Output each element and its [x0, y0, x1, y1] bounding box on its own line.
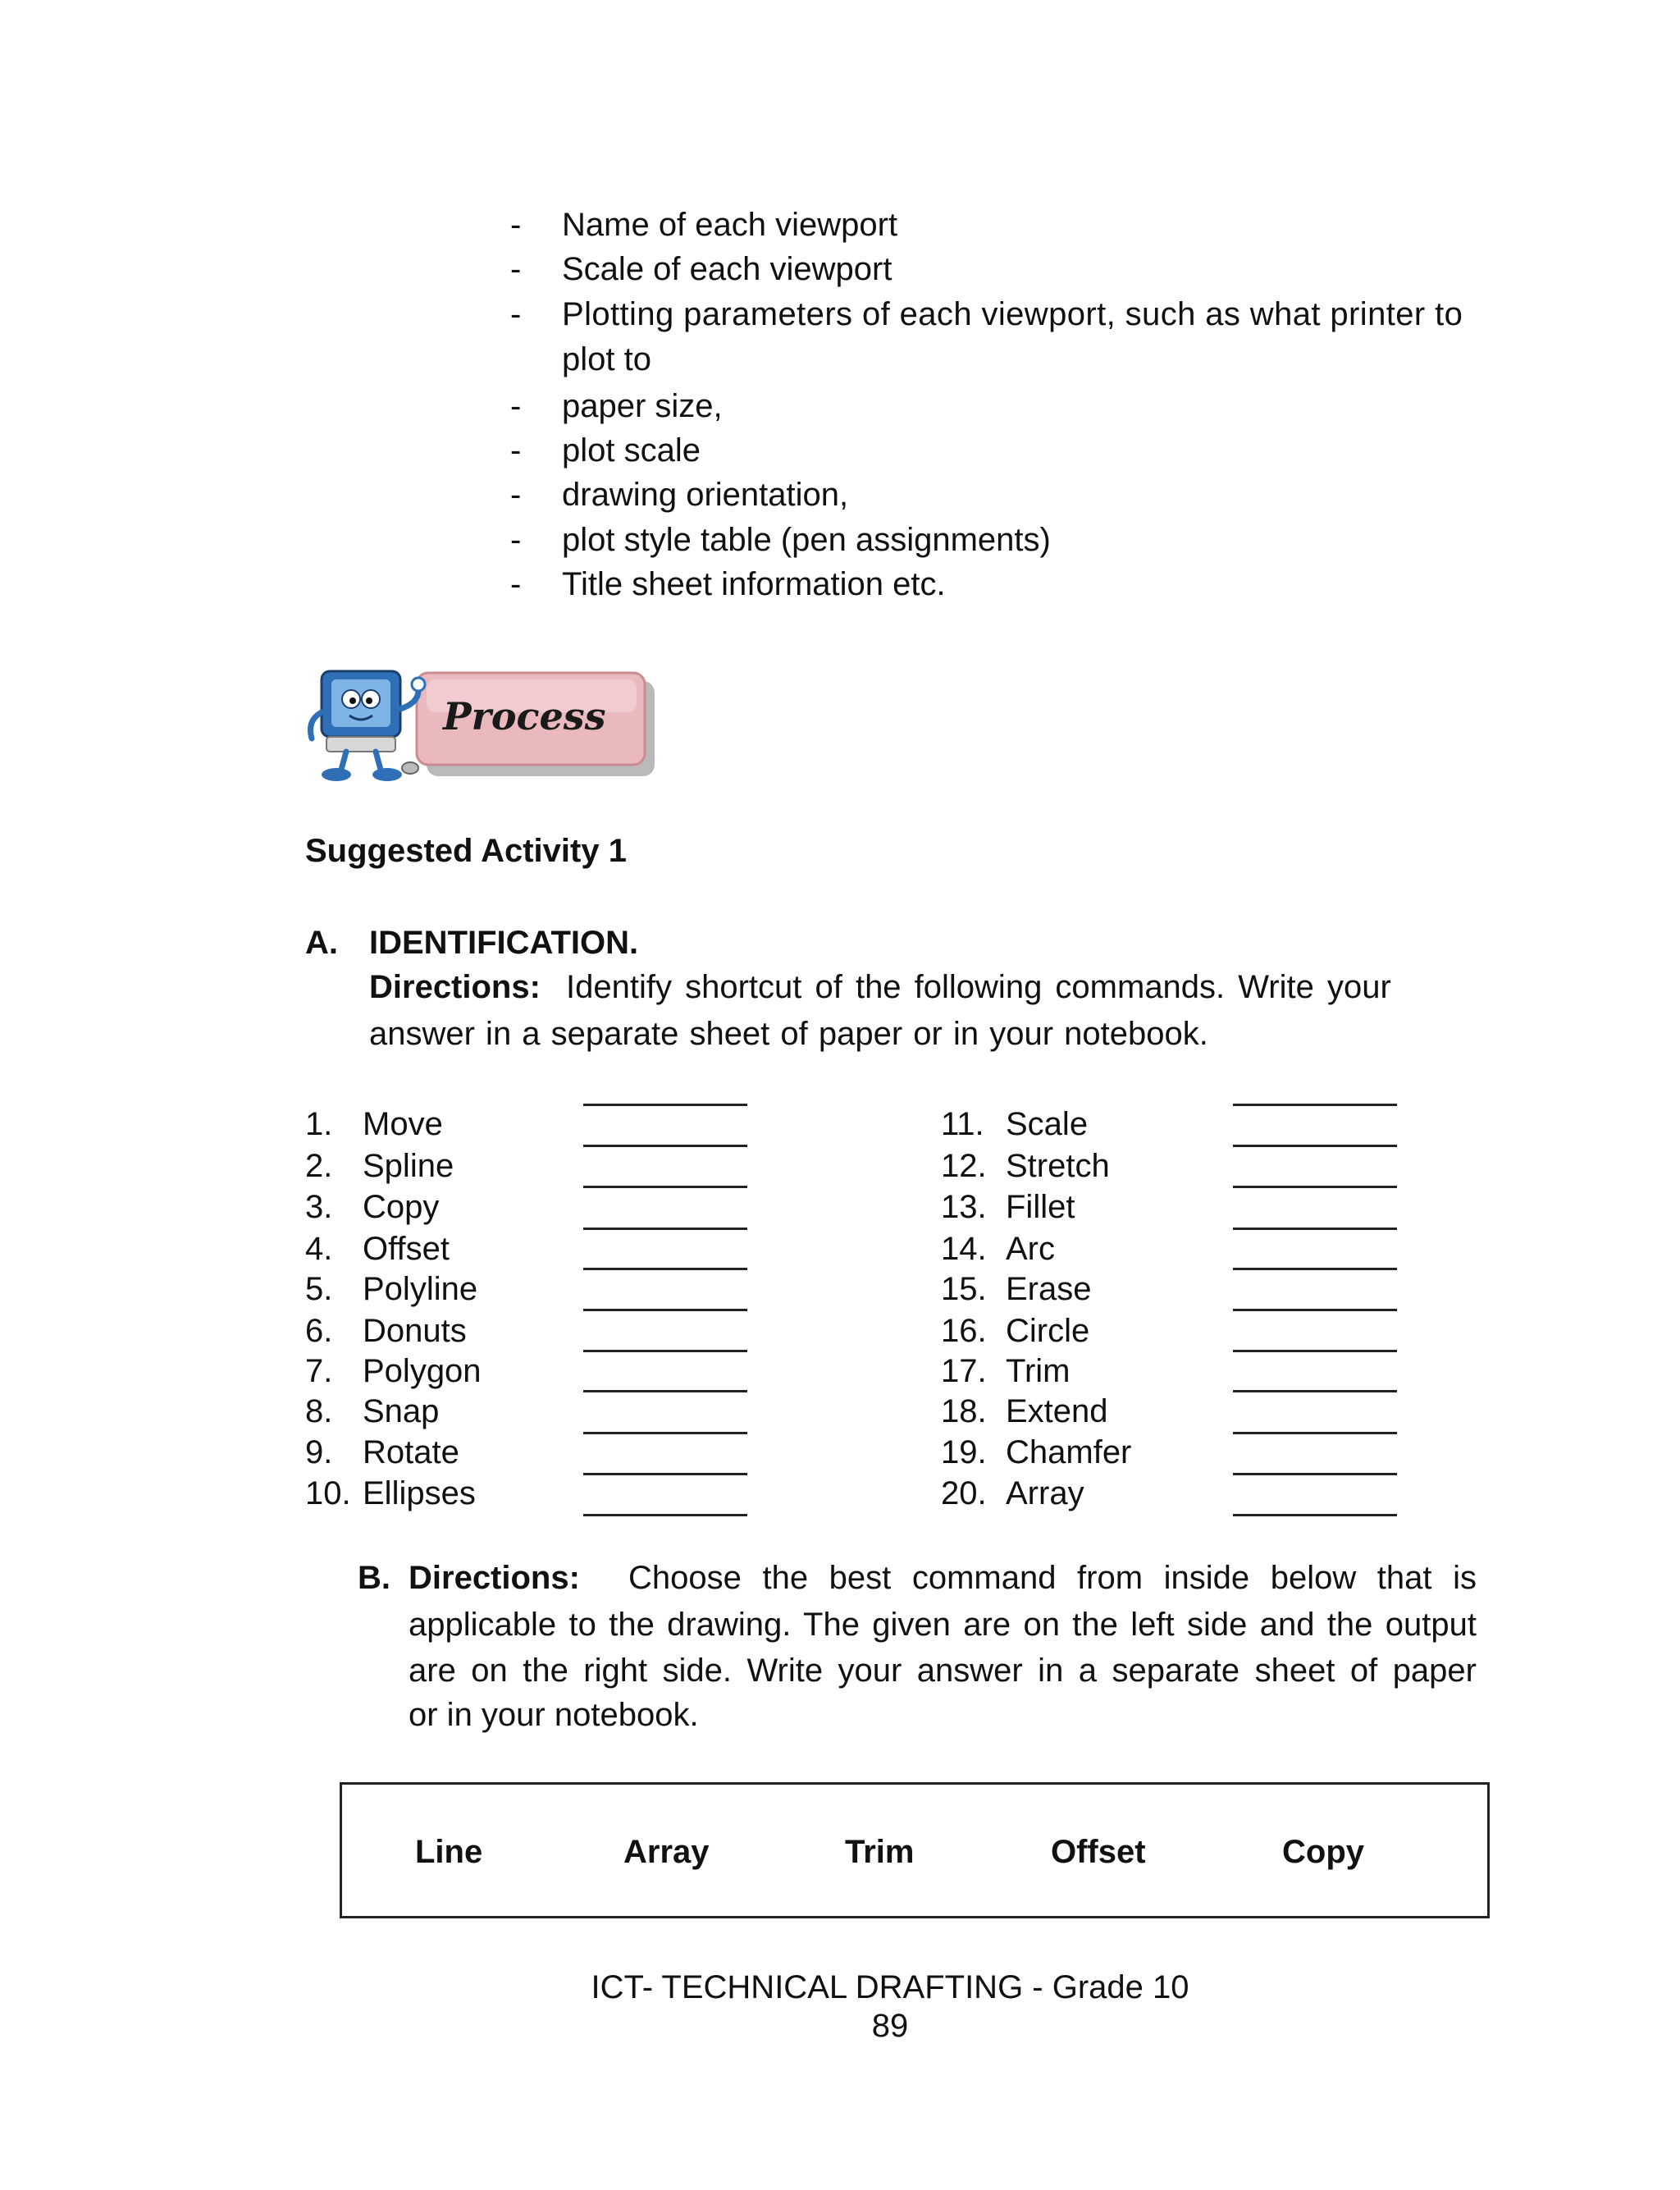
- item-command: Polygon: [363, 1353, 482, 1389]
- item-command: Snap: [363, 1393, 440, 1429]
- bullet-dash: -: [510, 566, 522, 602]
- bullet-dash: -: [510, 522, 522, 558]
- bullet-text: Name of each viewport: [562, 207, 898, 243]
- bullet-dash: -: [510, 207, 522, 243]
- item-number: 9.: [305, 1434, 333, 1470]
- bullet-text-continuation: plot to: [562, 341, 651, 377]
- bullet-text: drawing orientation,: [562, 477, 849, 513]
- section-b-text: or in your notebook.: [409, 1697, 699, 1733]
- bullet-text: Title sheet information etc.: [562, 566, 946, 602]
- item-number: 14.: [941, 1231, 987, 1267]
- directions-label: Directions:: [369, 969, 541, 1005]
- answer-blank[interactable]: [1233, 1104, 1397, 1106]
- item-command: Arc: [1006, 1231, 1055, 1267]
- answer-blank[interactable]: [1233, 1390, 1397, 1392]
- answer-blank[interactable]: [583, 1268, 747, 1270]
- item-command: Offset: [363, 1231, 450, 1267]
- item-number: 8.: [305, 1393, 333, 1429]
- choice-item: Offset: [1051, 1834, 1146, 1870]
- answer-blank[interactable]: [583, 1432, 747, 1434]
- answer-blank[interactable]: [583, 1350, 747, 1352]
- item-command: Chamfer: [1006, 1434, 1132, 1470]
- answer-blank[interactable]: [1233, 1268, 1397, 1270]
- directions-label: Directions:: [409, 1560, 580, 1596]
- bullet-text: Scale of each viewport: [562, 251, 892, 287]
- answer-blank[interactable]: [1233, 1350, 1397, 1352]
- section-a-letter: A.: [305, 925, 338, 961]
- item-number: 3.: [305, 1189, 333, 1225]
- activity-title: Suggested Activity 1: [305, 833, 627, 869]
- item-number: 7.: [305, 1353, 333, 1389]
- process-badge: [305, 663, 666, 786]
- item-command: Spline: [363, 1148, 454, 1184]
- item-number: 11.: [941, 1106, 984, 1142]
- item-number: 6.: [305, 1313, 333, 1349]
- answer-blank[interactable]: [583, 1514, 747, 1516]
- bullet-dash: -: [510, 477, 522, 513]
- answer-blank[interactable]: [583, 1145, 747, 1147]
- bullet-dash: -: [510, 296, 522, 332]
- directions-text: answer in a separate sheet of paper or in your notebook.: [369, 1016, 1208, 1052]
- bullet-text: plot scale: [562, 432, 701, 469]
- answer-blank[interactable]: [1233, 1309, 1397, 1311]
- choice-item: Array: [623, 1834, 710, 1870]
- footer-course: ICT- TECHNICAL DRAFTING - Grade 10: [591, 1969, 1189, 2005]
- item-command: Trim: [1006, 1353, 1071, 1389]
- item-number: 17.: [941, 1353, 987, 1389]
- item-number: 18.: [941, 1393, 987, 1429]
- answer-blank[interactable]: [1233, 1432, 1397, 1434]
- item-command: Move: [363, 1106, 443, 1142]
- answer-blank[interactable]: [583, 1473, 747, 1475]
- section-b-text: Choose the best command from inside below that is: [628, 1560, 1477, 1596]
- item-command: Erase: [1006, 1271, 1092, 1307]
- answer-blank[interactable]: [583, 1309, 747, 1311]
- item-command: Stretch: [1006, 1148, 1110, 1184]
- choice-item: Line: [415, 1834, 483, 1870]
- bullet-text: paper size,: [562, 388, 723, 424]
- item-number: 4.: [305, 1231, 333, 1267]
- bullet-dash: -: [510, 388, 522, 424]
- answer-blank[interactable]: [1233, 1514, 1397, 1516]
- item-number: 20.: [941, 1475, 987, 1511]
- item-command: Fillet: [1006, 1189, 1075, 1225]
- item-number: 19.: [941, 1434, 987, 1470]
- section-b-text: applicable to the drawing. The given are on the left side and the output: [409, 1607, 1477, 1643]
- choice-item: Trim: [845, 1834, 915, 1870]
- item-command: Ellipses: [363, 1475, 476, 1511]
- item-command: Polyline: [363, 1271, 478, 1307]
- bullet-text: plot style table (pen assignments): [562, 522, 1051, 558]
- item-number: 12.: [941, 1148, 987, 1184]
- item-command: Donuts: [363, 1313, 467, 1349]
- section-a-heading: IDENTIFICATION.: [369, 925, 639, 961]
- item-command: Scale: [1006, 1106, 1089, 1142]
- item-number: 16.: [941, 1313, 987, 1349]
- answer-blank[interactable]: [583, 1228, 747, 1230]
- answer-blank[interactable]: [1233, 1145, 1397, 1147]
- answer-blank[interactable]: [1233, 1186, 1397, 1188]
- bullet-dash: -: [510, 432, 522, 469]
- section-b-letter: B.: [358, 1560, 390, 1596]
- bullet-dash: -: [510, 251, 522, 287]
- answer-blank[interactable]: [1233, 1473, 1397, 1475]
- item-number: 2.: [305, 1148, 333, 1184]
- item-number: 5.: [305, 1271, 333, 1307]
- process-badge-label: Process: [443, 694, 606, 738]
- item-command: Extend: [1006, 1393, 1108, 1429]
- answer-blank[interactable]: [583, 1390, 747, 1392]
- answer-blank[interactable]: [583, 1104, 747, 1106]
- directions-text: Identify shortcut of the following commands. Write your: [566, 969, 1391, 1005]
- answer-blank[interactable]: [583, 1186, 747, 1188]
- item-number: 1.: [305, 1106, 333, 1142]
- item-number: 10.: [305, 1475, 351, 1511]
- item-number: 13.: [941, 1189, 987, 1225]
- item-command: Copy: [363, 1189, 440, 1225]
- item-command: Array: [1006, 1475, 1084, 1511]
- page-number: 89: [871, 2008, 909, 2044]
- section-b-text: are on the right side. Write your answer in a separate sheet of paper: [409, 1653, 1477, 1689]
- choice-item: Copy: [1282, 1834, 1364, 1870]
- answer-blank[interactable]: [1233, 1228, 1397, 1230]
- item-command: Circle: [1006, 1313, 1090, 1349]
- item-command: Rotate: [363, 1434, 459, 1470]
- bullet-text: Plotting parameters of each viewport, such as what printer to: [562, 296, 1463, 332]
- item-number: 15.: [941, 1271, 987, 1307]
